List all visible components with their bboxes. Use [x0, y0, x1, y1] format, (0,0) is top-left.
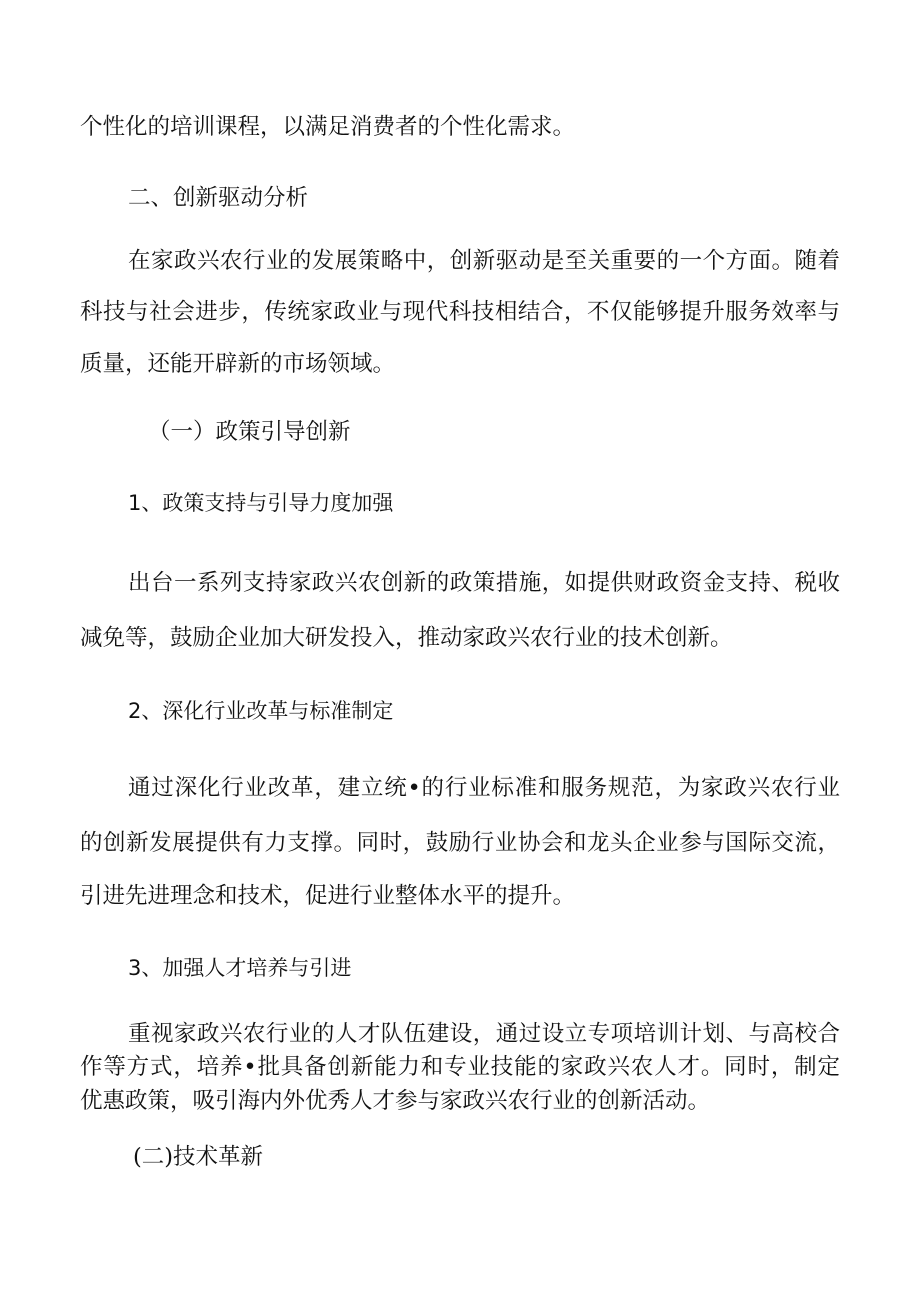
section-heading: 二、创新驱动分析 — [128, 185, 309, 211]
item-heading: 2、深化行业改革与标准制定 — [128, 699, 394, 723]
paragraph-line: 重视家政兴农行业的人才队伍建设，通过设立专项培训计划、与高校合 — [128, 1021, 840, 1047]
paragraph-line: 质量，还能开辟新的市场领域。 — [80, 351, 396, 377]
paragraph-line: 作等方式，培养•批具备创新能力和专业技能的家政兴农人才。同时，制定 — [80, 1054, 840, 1080]
subsection-heading: (二)技术革新 — [133, 1144, 264, 1170]
paragraph-line: 的创新发展提供有力支撑。同时，鼓励行业协会和龙头企业参与国际交流， — [80, 830, 840, 856]
paragraph-line: 优惠政策，吸引海内外优秀人才参与家政兴农行业的创新活动。 — [80, 1088, 711, 1114]
subsection-heading: （一）政策引导创新 — [148, 419, 351, 445]
paragraph-line: 科技与社会进步，传统家政业与现代科技相结合，不仅能够提升服务效率与 — [80, 299, 840, 325]
paragraph-line: 出台一系列支持家政兴农创新的政策措施，如提供财政资金支持、税收 — [128, 570, 840, 596]
paragraph-line: 个性化的培训课程，以满足消费者的个性化需求。 — [80, 114, 576, 140]
item-heading: 3、加强人才培养与引进 — [128, 956, 352, 980]
paragraph-line: 通过深化行业改革，建立统•的行业标准和服务规范，为家政兴农行业 — [128, 775, 840, 801]
item-heading: 1、政策支持与引导力度加强 — [128, 491, 394, 515]
paragraph-line: 引进先进理念和技术，促进行业整体水平的提升。 — [80, 883, 576, 909]
paragraph-line: 在家政兴农行业的发展策略中，创新驱动是至关重要的一个方面。随着 — [128, 248, 840, 274]
paragraph-line: 减免等，鼓励企业加大研发投入，推动家政兴农行业的技术创新。 — [80, 625, 733, 651]
